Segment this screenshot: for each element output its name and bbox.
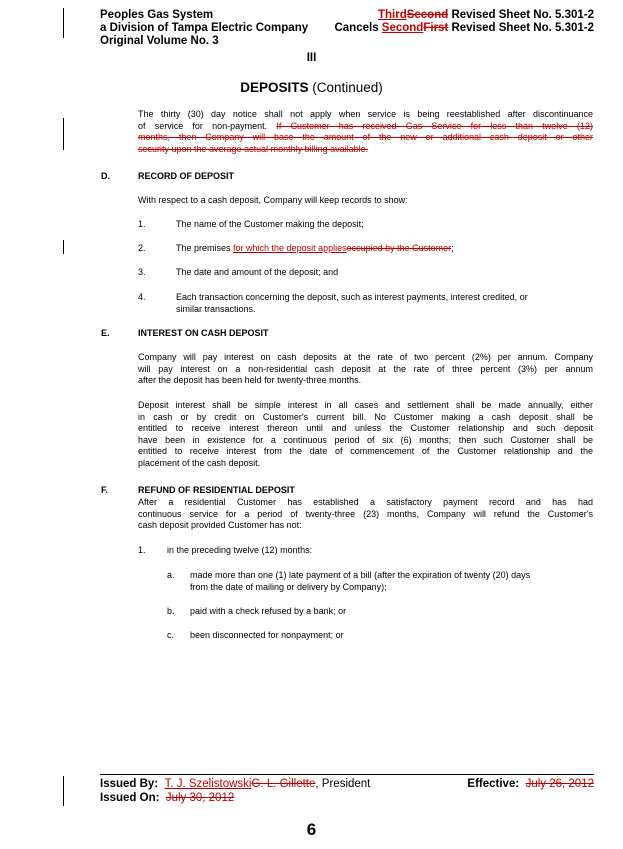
change-bar-header — [63, 8, 64, 38]
section-f-heading: REFUND OF RESIDENTIAL DEPOSIT — [138, 485, 295, 495]
section-f-letter: F. — [101, 485, 109, 495]
effective-date: Effective: July 26, 2012 — [467, 778, 594, 790]
list-item-text: The premises for which the deposit appliesoccupied by the Customer; — [176, 243, 454, 253]
division-name: a Division of Tampa Electric Company — [100, 22, 309, 34]
page-title: DEPOSITS (Continued) — [240, 80, 383, 95]
sheet-number: ThirdSecond Revised Sheet No. 5.301-2 — [377, 9, 594, 21]
list-item: 2. — [138, 243, 146, 253]
section-d-heading: RECORD OF DEPOSIT — [138, 171, 235, 181]
list-item: 4. — [138, 292, 146, 302]
issued-by: Issued By: T. J. SzelistowskiG. L. Gillette, President — [100, 778, 371, 790]
company-name: Peoples Gas System — [100, 9, 214, 21]
sub-list-item: a. — [167, 570, 175, 580]
sub-list-item-text: paid with a check refused by a bank; or — [190, 606, 347, 616]
section-f-paragraph: After a residential Customer has established a satisfactory payment record and has had continuous service for a period of twenty-three (23) months, Company will refund the Customer's cash deposit provided Customer has not: — [138, 497, 593, 530]
list-item: 1. — [138, 545, 146, 555]
issued-on: Issued On: July 30, 2012 — [100, 792, 235, 804]
list-item-text: The name of the Customer making the deposit; — [176, 219, 364, 229]
section-roman-numeral: III — [306, 52, 317, 64]
sub-list-item-text: been disconnected for nonpayment; or — [190, 630, 344, 640]
list-item-text: The date and amount of the deposit; and — [176, 267, 339, 277]
cancels-sheet-number: Cancels SecondFirst Revised Sheet No. 5.301-2 — [334, 22, 594, 34]
section-e-paragraph-1: Company will pay interest on cash deposits at the rate of two percent (2%) per annum. Company will pay interest on a non-residential cash deposit at the rate of three percent (3%) per annum after the deposit has been held for twenty-three months. — [138, 352, 593, 385]
change-bar-item2 — [63, 240, 64, 254]
list-item: 1. — [138, 219, 146, 229]
header-left — [100, 9, 308, 48]
page-number: 6 — [306, 820, 317, 839]
header-right — [334, 9, 594, 35]
sub-list-item: b. — [167, 606, 175, 616]
volume-label: Original Volume No. 3 — [100, 35, 219, 47]
list-item-text: in the preceding twelve (12) months: — [167, 545, 313, 555]
change-bar-footer — [63, 776, 64, 806]
section-e-heading: INTEREST ON CASH DEPOSIT — [138, 328, 269, 338]
change-bar-intro — [63, 118, 64, 150]
section-d-intro: With respect to a cash deposit, Company will keep records to show: — [138, 195, 408, 205]
sub-list-item-text: made more than one (1) late payment of a bill (after the expiration of twenty (20) days from the date of mailing or delivery by Company); — [190, 570, 531, 592]
sub-list-item: c. — [167, 630, 175, 640]
section-e-paragraph-2: Deposit interest shall be simple interest in all cases and settlement shall be made annually, either in cash or by credit on Customer's current bill. No Customer making a cash deposit shall be entitled to receive interest thereon until and unless the Customer relationship and such deposit have been in existence for a continuous period of six (6) months; then such Customer shall be entitled to receive interest from the date of commencement of the Customer relationship and the placement of the cash deposit. — [138, 400, 593, 468]
list-item-text: Each transaction concerning the deposit, such as interest payments, interest credited, or similar transactions. — [176, 292, 528, 314]
section-d-letter: D. — [101, 171, 110, 181]
footer-rule — [100, 774, 594, 775]
list-item: 3. — [138, 267, 146, 277]
intro-paragraph: The thirty (30) day notice shall not apply when service is being reestablished after discontinuance of service for non-payment. If Customer has received Gas Service for less than twelve (12) months, then Company will base the amount of the new or additional cash deposit or other security upon the average actual monthly billing available. — [138, 109, 593, 154]
section-e-letter: E. — [101, 328, 110, 338]
